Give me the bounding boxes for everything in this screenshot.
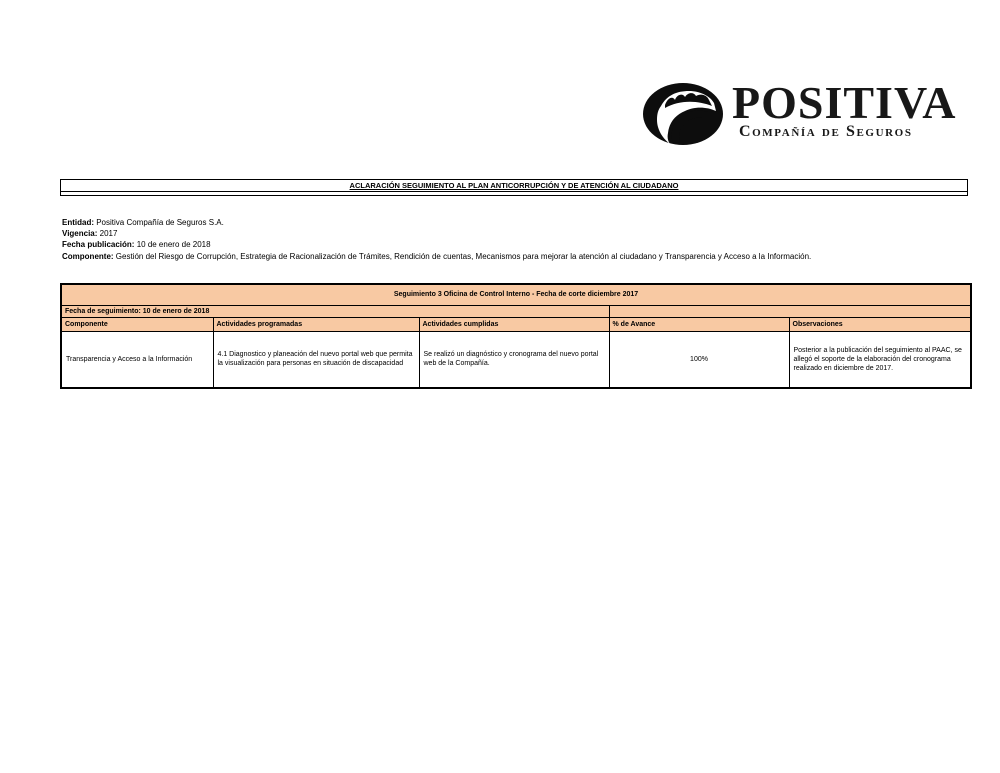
meta-componente-value: Gestión del Riesgo de Corrupción, Estrategia de Racionalización de Trámites, Rendición de cuentas, Mecanismos para mejorar la atención al ciudadano y Transparencia y Acceso a la Información. <box>113 251 812 261</box>
meta-vigencia-value: 2017 <box>97 229 118 239</box>
meta-fecha-publicacion <box>62 239 968 250</box>
seguimiento-table-container <box>60 283 970 389</box>
positiva-swoosh-icon <box>641 82 725 148</box>
meta-fecha-publicacion-value: 10 de enero de 2018 <box>134 240 211 250</box>
document-title-box <box>60 179 968 196</box>
meta-vigencia <box>62 228 968 239</box>
header-actividades-programadas: Actividades programadas <box>213 317 419 331</box>
header-observaciones: Observaciones <box>789 317 971 331</box>
meta-entidad <box>62 217 968 228</box>
fecha-seguimiento-row <box>61 305 971 317</box>
table-row <box>61 331 971 388</box>
table-title-row <box>61 284 971 305</box>
header-actividades-cumplidas: Actividades cumplidas <box>419 317 609 331</box>
table-title-cell: Seguimiento 3 Oficina de Control Interno - Fecha de corte diciembre 2017 <box>61 284 971 305</box>
cell-componente: Transparencia y Acceso a la Información <box>61 331 213 388</box>
meta-entidad-label: Entidad: <box>62 218 94 227</box>
fecha-seguimiento-empty-cell <box>609 305 971 317</box>
header-avance: % de Avance <box>609 317 789 331</box>
seguimiento-table <box>60 283 972 389</box>
logo-tagline: Compañía de Seguros <box>739 123 913 140</box>
report-metadata <box>62 217 968 262</box>
meta-vigencia-label: Vigencia: <box>62 229 98 239</box>
logo-brand-name: POSITIVA <box>732 77 957 128</box>
logo-text <box>732 77 957 140</box>
positiva-logo <box>641 77 957 148</box>
header-componente: Componente <box>61 317 213 331</box>
title-box-spacer <box>61 192 967 195</box>
cell-observaciones: Posterior a la publicación del seguimiento al PAAC, se allegó el soporte de la elaboración del cronograma realizado en diciembre de 2017. <box>789 331 971 388</box>
column-header-row <box>61 317 971 331</box>
cell-avance: 100% <box>609 331 789 388</box>
meta-componente <box>62 251 968 262</box>
meta-componente-label: Componente: <box>62 251 114 261</box>
cell-actividades-programadas: 4.1 Diagnostico y planeación del nuevo portal web que permita la visualización para personas en situación de discapacidad <box>213 331 419 388</box>
fecha-seguimiento-cell: Fecha de seguimiento: 10 de enero de 2018 <box>61 305 609 317</box>
meta-fecha-publicacion-label: Fecha publicación: <box>62 240 135 250</box>
document-title: ACLARACIÓN SEGUIMIENTO AL PLAN ANTICORRUPCIÓN Y DE ATENCIÓN AL CIUDADANO <box>61 180 967 192</box>
cell-actividades-cumplidas: Se realizó un diagnóstico y cronograma del nuevo portal web de la Compañía. <box>419 331 609 388</box>
meta-entidad-value: Positiva Compañía de Seguros S.A. <box>94 218 224 227</box>
